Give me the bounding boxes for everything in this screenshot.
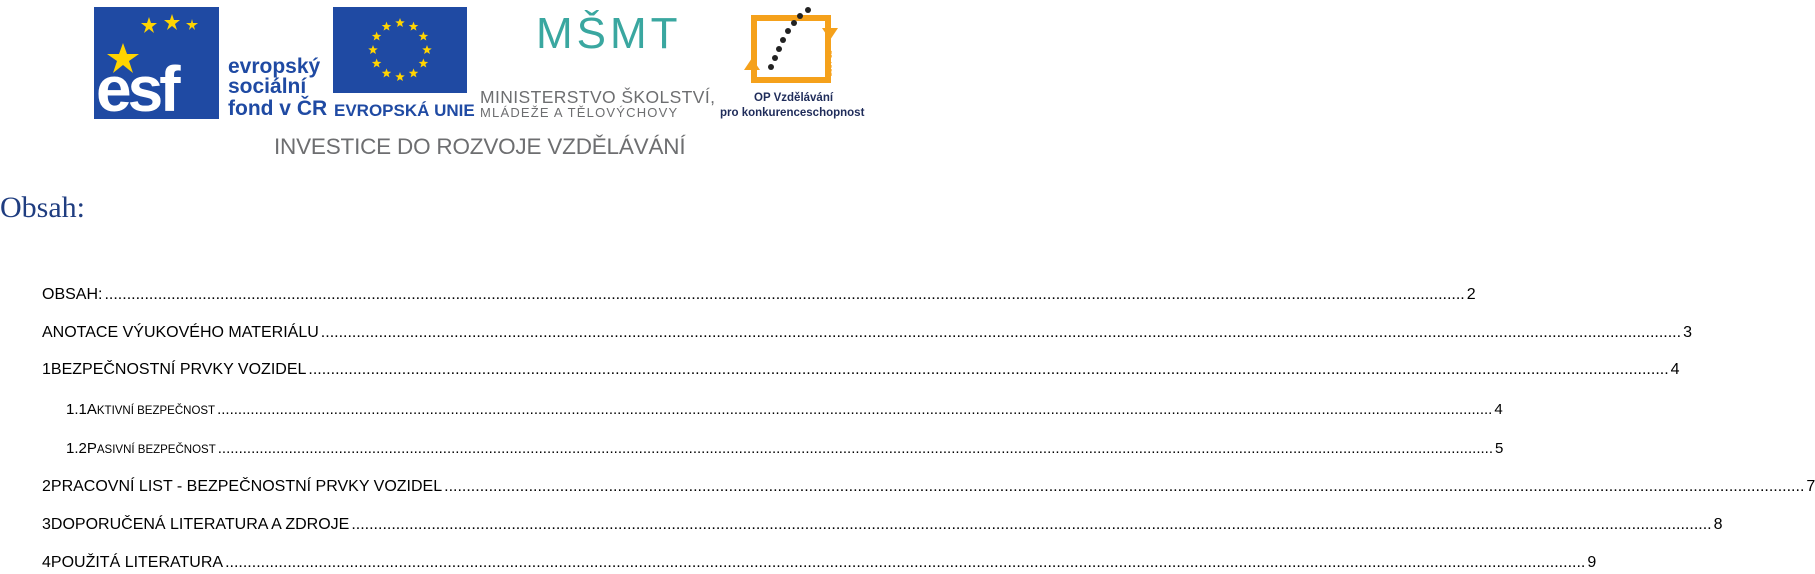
toc-row[interactable] xyxy=(42,552,1597,572)
toc-page: 5 xyxy=(1494,440,1504,457)
op-years: 2007-13 xyxy=(827,50,834,76)
toc-leader: .................................................................................................................................................................................................................................................................................................................. xyxy=(444,478,1805,495)
msmt-line1: MINISTERSTVO ŠKOLSTVÍ, xyxy=(480,87,716,107)
esf-logo xyxy=(94,7,329,125)
eu-caption: EVROPSKÁ UNIE xyxy=(334,101,475,120)
toc-leader: .................................................................................................................................................................................................................................................................................................................. xyxy=(225,554,1586,571)
toc-page: 8 xyxy=(1713,516,1723,533)
toc-leader: .................................................................................................................................................................................................................................................................................................................. xyxy=(308,361,1669,378)
toc-number: 1.1 xyxy=(66,401,87,418)
toc-number: 4 xyxy=(42,554,51,571)
toc-title: OBSAH: xyxy=(42,286,103,303)
msmt-mark: MŠMT xyxy=(536,9,682,58)
msmt-logo xyxy=(478,6,716,120)
toc-page: 2 xyxy=(1466,286,1476,303)
toc-page: 3 xyxy=(1683,324,1692,341)
toc-row[interactable] xyxy=(42,514,1723,534)
page-title: Obsah: xyxy=(0,191,85,224)
toc-row[interactable] xyxy=(66,437,1504,457)
toc-title: BEZPEČNOSTNÍ PRVKY VOZIDEL xyxy=(50,361,307,378)
op-line1: OP Vzdělávání xyxy=(754,92,834,104)
msmt-line2: MLÁDEŽE A TĚLOVÝCHOVY xyxy=(480,105,679,120)
toc-page: 7 xyxy=(1806,478,1815,495)
toc-title: AKTIVNÍ BEZPEČNOST xyxy=(86,401,216,418)
toc-leader: .................................................................................................................................................................................................................................................................................................................. xyxy=(320,324,1682,341)
toc-title: DOPORUČENÁ LITERATURA A ZDROJE xyxy=(50,516,350,533)
toc-number: 1 xyxy=(42,361,51,378)
toc-number: 2 xyxy=(42,478,51,495)
esf-line2: sociální xyxy=(228,75,307,98)
toc-title: ANOTACE VÝUKOVÉHO MATERIÁLU xyxy=(42,324,319,341)
toc-row[interactable] xyxy=(66,398,1503,418)
esf-line3: fond v ČR xyxy=(228,97,328,120)
toc-row[interactable] xyxy=(42,284,1476,304)
toc-row[interactable] xyxy=(42,359,1680,379)
toc-leader: .................................................................................................................................................................................................................................................................................................................. xyxy=(217,401,1493,418)
eu-logo xyxy=(333,7,475,120)
toc-title: POUŽITÁ LITERATURA xyxy=(50,554,224,571)
toc-leader: .................................................................................................................................................................................................................................................................................................................. xyxy=(104,286,1465,303)
toc-leader: .................................................................................................................................................................................................................................................................................................................. xyxy=(351,516,1712,533)
toc-leader: .................................................................................................................................................................................................................................................................................................................. xyxy=(217,440,1493,457)
op-logo xyxy=(720,6,870,118)
logo-bar xyxy=(0,0,960,165)
toc-page: 9 xyxy=(1587,554,1597,571)
toc-row[interactable] xyxy=(42,476,1815,496)
op-line2: pro konkurenceschopnost xyxy=(720,107,865,119)
toc-number: 1.2 xyxy=(66,440,87,457)
investice-banner: INVESTICE DO ROZVOJE VZDĚLÁVÁNÍ xyxy=(274,134,686,159)
toc-number: 3 xyxy=(42,516,51,533)
toc-row[interactable] xyxy=(42,322,1692,342)
toc-page: 4 xyxy=(1670,361,1680,378)
toc-page: 4 xyxy=(1494,401,1503,418)
toc-title: PASIVNÍ BEZPEČNOST xyxy=(86,440,216,457)
esf-line1: evropský xyxy=(228,55,321,78)
esf-mark: esf xyxy=(96,53,177,125)
toc-title: PRACOVNÍ LIST - BEZPEČNOSTNÍ PRVKY VOZIDEL xyxy=(50,478,443,495)
